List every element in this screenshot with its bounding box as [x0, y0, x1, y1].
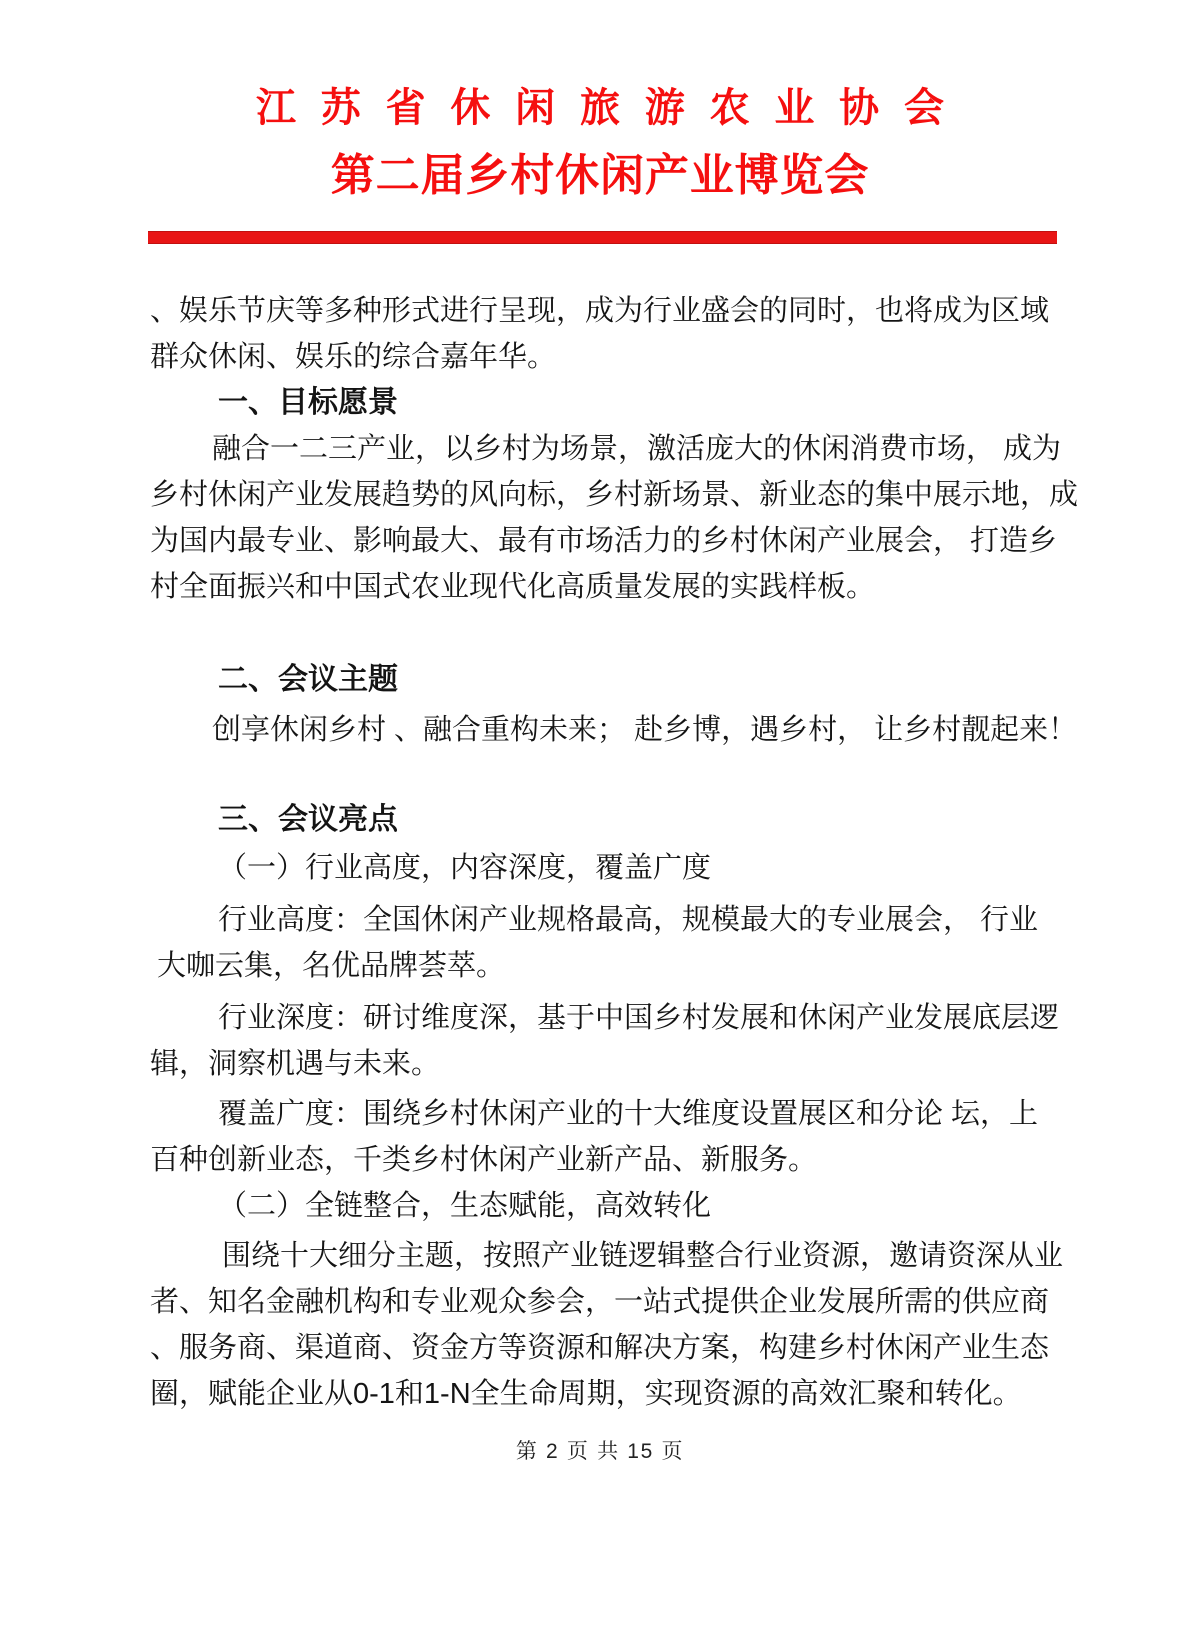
- paragraph-line: 大咖云集，名优品牌荟萃。: [157, 950, 506, 982]
- paragraph-line: 百种创新业态，千类乡村休闲产业新产品、新服务。: [150, 1144, 818, 1176]
- paragraph-line: 为国内最专业、影响最大、最有市场活力的乡村休闲产业展会， 打造乡: [150, 525, 1058, 557]
- paragraph-line: 围绕十大细分主题，按照产业链逻辑整合行业资源，邀请资深从业: [222, 1240, 1064, 1272]
- section-heading-3: 三、会议亮点: [218, 803, 398, 836]
- paragraph-line: 创享休闲乡村 、融合重构未来； 赴乡博，遇乡村， 让乡村靓起来！: [212, 714, 1078, 746]
- document-body: [150, 288, 1079, 1417]
- subsection-title-2: （二）全链整合，生态赋能，高效转化: [218, 1190, 712, 1222]
- paragraph-line: 者、知名金融机构和专业观众参会，一站式提供企业发展所需的供应商: [150, 1286, 1050, 1318]
- paragraph-line: 融合一二三产业，以乡村为场景，激活庞大的休闲消费市场， 成为: [212, 433, 1062, 465]
- section-heading-1: 一、目标愿景: [218, 386, 398, 419]
- paragraph-line: 、娱乐节庆等多种形式进行呈现，成为行业盛会的同时，也将成为区域: [150, 295, 1050, 327]
- paragraph-line: 、服务商、渠道商、资金方等资源和解决方案，构建乡村休闲产业生态: [150, 1332, 1050, 1364]
- paragraph-line: 乡村休闲产业发展趋势的风向标，乡村新场景、新业态的集中展示地，成: [150, 479, 1079, 511]
- paragraph-line: 辑，洞察机遇与未来。: [150, 1048, 441, 1080]
- paragraph-line: 行业深度：研讨维度深，基于中国乡村发展和休闲产业发展底层逻: [218, 1002, 1060, 1034]
- paragraph-line: 覆盖广度：围绕乡村休闲产业的十大维度设置展区和分论 坛，上: [218, 1098, 1039, 1130]
- paragraph-line: 群众休闲、娱乐的综合嘉年华。: [150, 341, 557, 373]
- document-subtitle: 第二届乡村休闲产业博览会: [330, 151, 870, 200]
- document-title: 江苏省休闲旅游农业协会: [255, 86, 969, 130]
- page-number: 第 2 页 共 15 页: [515, 1440, 685, 1463]
- document-page: [0, 84, 1200, 1637]
- paragraph-line: 行业高度：全国休闲产业规格最高，规模最大的专业展会， 行业: [218, 904, 1039, 936]
- red-divider: [148, 231, 1057, 244]
- paragraph-line: 圈，赋能企业从0-1和1-N全生命周期，实现资源的高效汇聚和转化。: [150, 1378, 1022, 1410]
- paragraph-line: 村全面振兴和中国式农业现代化高质量发展的实践样板。: [150, 571, 876, 603]
- subsection-title-1: （一）行业高度，内容深度，覆盖广度: [218, 852, 712, 884]
- section-heading-2: 二、会议主题: [218, 663, 398, 696]
